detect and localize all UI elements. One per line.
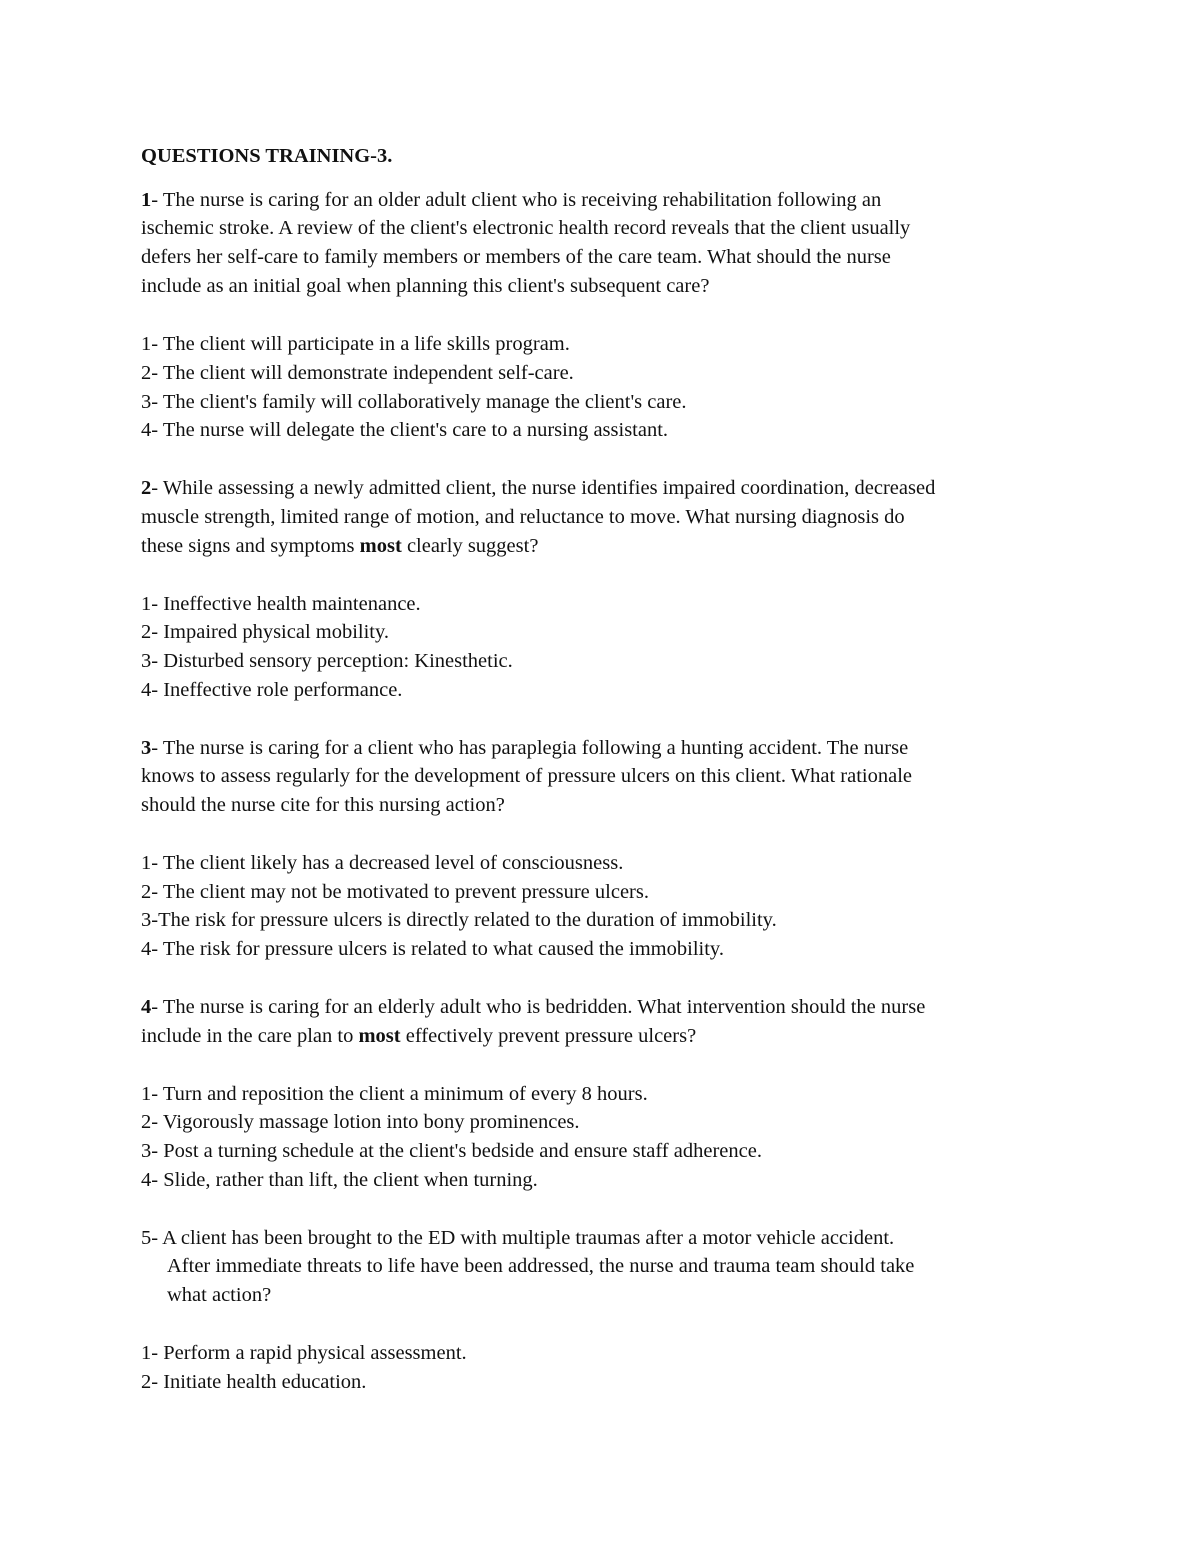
question-1-line-2: ischemic stroke. A review of the client's electronic health record reveals that the client usually <box>141 217 911 239</box>
question-3-line-3: should the nurse cite for this nursing action? <box>141 794 505 816</box>
question-1-option-1: 1- The client will participate in a life skills program. <box>141 333 570 355</box>
question-1-line-1: 1- The nurse is caring for an older adult client who is receiving rehabilitation following an <box>141 189 882 211</box>
question-5-option-2: 2- Initiate health education. <box>141 1371 367 1393</box>
question-2-line-3: these signs and symptoms most clearly suggest? <box>141 535 539 557</box>
question-3-option-2: 2- The client may not be motivated to prevent pressure ulcers. <box>141 881 649 903</box>
question-5-option-1: 1- Perform a rapid physical assessment. <box>141 1342 467 1364</box>
question-4-option-1: 1- Turn and reposition the client a minimum of every 8 hours. <box>141 1083 648 1105</box>
question-4-option-4: 4- Slide, rather than lift, the client when turning. <box>141 1169 538 1191</box>
question-2-option-1: 1- Ineffective health maintenance. <box>141 593 421 615</box>
question-3-option-3: 3-The risk for pressure ulcers is directly related to the duration of immobility. <box>141 909 777 931</box>
question-2-line-2: muscle strength, limited range of motion, and reluctance to move. What nursing diagnosis do <box>141 506 905 528</box>
question-number: 4 <box>141 996 152 1018</box>
question-3-option-4: 4- The risk for pressure ulcers is related to what caused the immobility. <box>141 938 724 960</box>
question-number: 1 <box>141 189 152 211</box>
document-title: QUESTIONS TRAINING-3. <box>141 145 393 167</box>
question-3-line-1: 3- The nurse is caring for a client who has paraplegia following a hunting accident. The nurse <box>141 737 909 759</box>
question-4-line-2: include in the care plan to most effectively prevent pressure ulcers? <box>141 1025 697 1047</box>
question-3-option-1: 1- The client likely has a decreased level of consciousness. <box>141 852 624 874</box>
question-1-line-3: defers her self-care to family members or members of the care team. What should the nurse <box>141 246 891 268</box>
question-2-option-4: 4- Ineffective role performance. <box>141 679 403 701</box>
question-1-option-2: 2- The client will demonstrate independent self-care. <box>141 362 574 384</box>
question-1-line-4: include as an initial goal when planning this client's subsequent care? <box>141 275 710 297</box>
question-1-option-3: 3- The client's family will collaboratively manage the client's care. <box>141 391 687 413</box>
question-4-option-3: 3- Post a turning schedule at the client's bedside and ensure staff adherence. <box>141 1140 762 1162</box>
question-4-option-2: 2- Vigorously massage lotion into bony prominences. <box>141 1111 580 1133</box>
question-2-option-2: 2- Impaired physical mobility. <box>141 621 390 643</box>
question-1-option-4: 4- The nurse will delegate the client's care to a nursing assistant. <box>141 419 669 441</box>
question-5-line-1: 5- A client has been brought to the ED with multiple traumas after a motor vehicle accident. <box>141 1227 895 1249</box>
question-5-line-2: After immediate threats to life have been addressed, the nurse and trauma team should take <box>167 1255 915 1277</box>
question-3-line-2: knows to assess regularly for the development of pressure ulcers on this client. What rationale <box>141 765 913 787</box>
question-5-line-3: what action? <box>167 1284 272 1306</box>
question-4-line-1: 4- The nurse is caring for an elderly adult who is bedridden. What intervention should the nurse <box>141 996 926 1018</box>
question-2-line-1: 2- While assessing a newly admitted client, the nurse identifies impaired coordination, decreased <box>141 477 936 499</box>
question-number: 3 <box>141 737 152 759</box>
question-number: 2 <box>141 477 152 499</box>
question-2-option-3: 3- Disturbed sensory perception: Kinesthetic. <box>141 650 513 672</box>
